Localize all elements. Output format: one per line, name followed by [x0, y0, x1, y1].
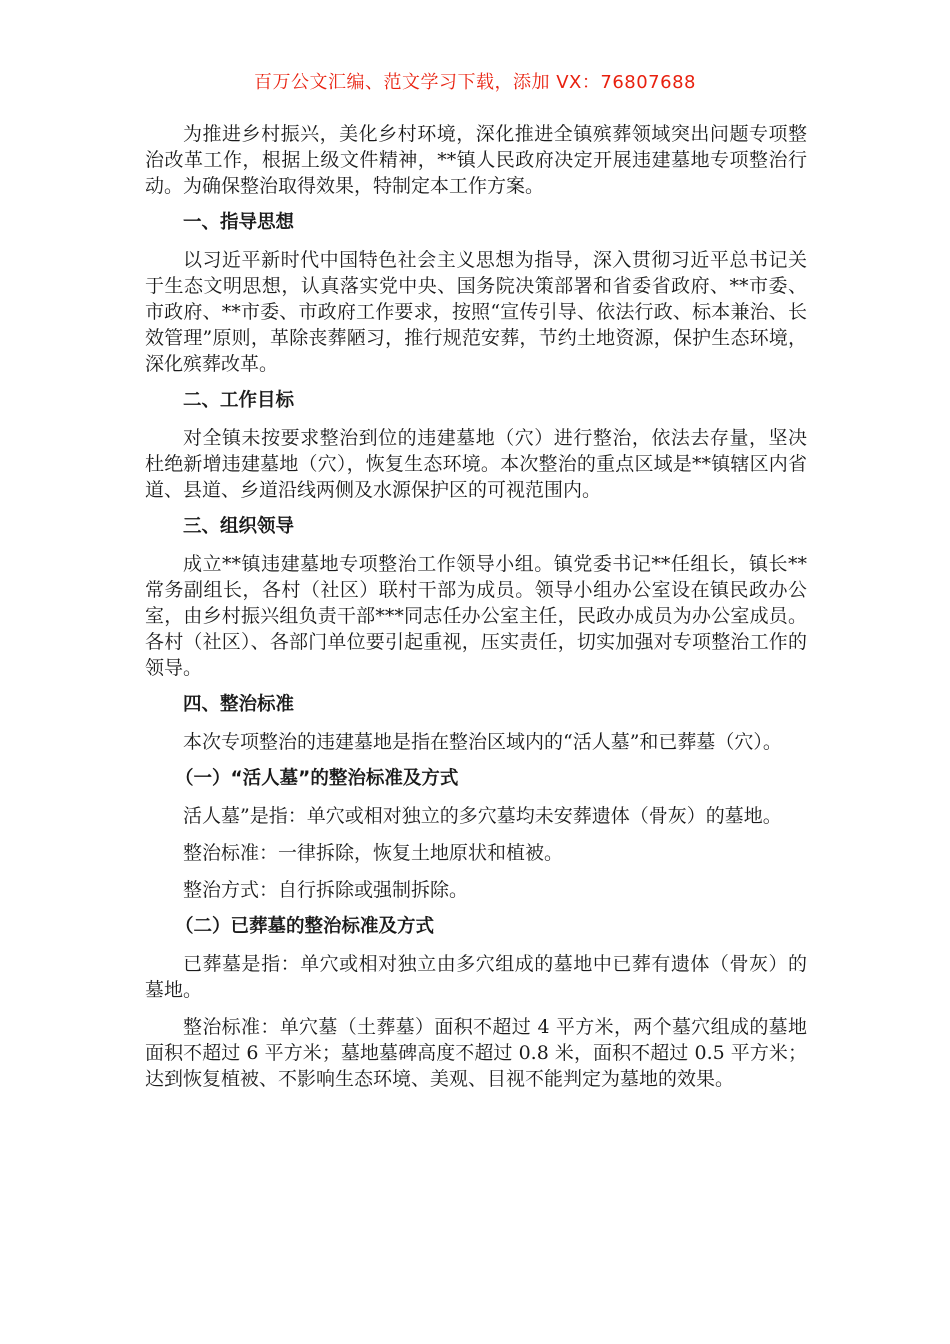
- subsection-definition-buried-tombs: 已葬墓是指：单穴或相对独立由多穴组成的墓地中已葬有遗体（骨灰）的墓地。: [145, 953, 807, 1001]
- subsection-method-living-tombs: 整治方式：自行拆除或强制拆除。: [183, 879, 469, 901]
- section-heading-guiding-ideology: 一、指导思想: [183, 212, 295, 233]
- section-body-standards: 本次专项整治的违建墓地是指在整治区域内的“活人墓”和已葬墓（穴）。: [183, 731, 782, 753]
- subsection-definition-living-tombs: 活人墓”是指：单穴或相对独立的多穴墓均未安葬遗体（骨灰）的墓地。: [183, 805, 782, 827]
- subsection-heading-buried-tombs: （二）已葬墓的整治标准及方式: [175, 916, 435, 937]
- document-body: [145, 121, 807, 1103]
- section-heading-standards: 四、整治标准: [183, 694, 295, 715]
- section-heading-work-goals: 二、工作目标: [183, 390, 295, 411]
- section-heading-organization: 三、组织领导: [183, 516, 295, 537]
- subsection-heading-living-tombs: （一）“活人墓”的整治标准及方式: [175, 768, 459, 789]
- subsection-standard-living-tombs: 整治标准：一律拆除，恢复土地原状和植被。: [183, 842, 564, 864]
- section-body-organization: 成立**镇违建墓地专项整治工作领导小组。镇党委书记**任组长，镇长**常务副组长，各村（社区）联村干部为成员。领导小组办公室设在镇民政办公室，由乡村振兴组负责干部***同志任办公室主任，民政办成员为办公室成员。各村（社区）、各部门单位要引起重视，压实责任，切实加强对专项整治工作的领导。: [145, 553, 807, 679]
- section-body-work-goals: 对全镇未按要求整治到位的违建墓地（穴）进行整治，依法去存量，坚决杜绝新增违建墓地（穴），恢复生态环境。本次整治的重点区域是**镇辖区内省道、县道、乡道沿线两侧及水源保护区的可视范围内。: [145, 427, 807, 501]
- section-body-guiding-ideology: 以习近平新时代中国特色社会主义思想为指导，深入贯彻习近平总书记关于生态文明思想，认真落实党中央、国务院决策部署和省委省政府、**市委、市政府、**市委、市政府工作要求，按照“宣传引导、依法行政、标本兼治、长效管理”原则，革除丧葬陋习，推行规范安葬，节约土地资源，保护生态环境，深化殡葬改革。: [145, 249, 807, 375]
- intro-paragraph: 为推进乡村振兴，美化乡村环境，深化推进全镇殡葬领域突出问题专项整治改革工作，根据上级文件精神，**镇人民政府决定开展违建墓地专项整治行动。为确保整治取得效果，特制定本工作方案。: [145, 123, 807, 197]
- subsection-standard-buried-tombs: 整治标准：单穴墓（土葬墓）面积不超过 4 平方米，两个墓穴组成的墓地面积不超过 6 平方米；墓地墓碑高度不超过 0.8 米，面积不超过 0.5 平方米；达到恢复植被、不影响生态环境、美观、目视不能判定为墓地的效果。: [145, 1016, 807, 1090]
- header-watermark-text: 百万公文汇编、范文学习下载，添加 VX：76807688: [254, 72, 696, 93]
